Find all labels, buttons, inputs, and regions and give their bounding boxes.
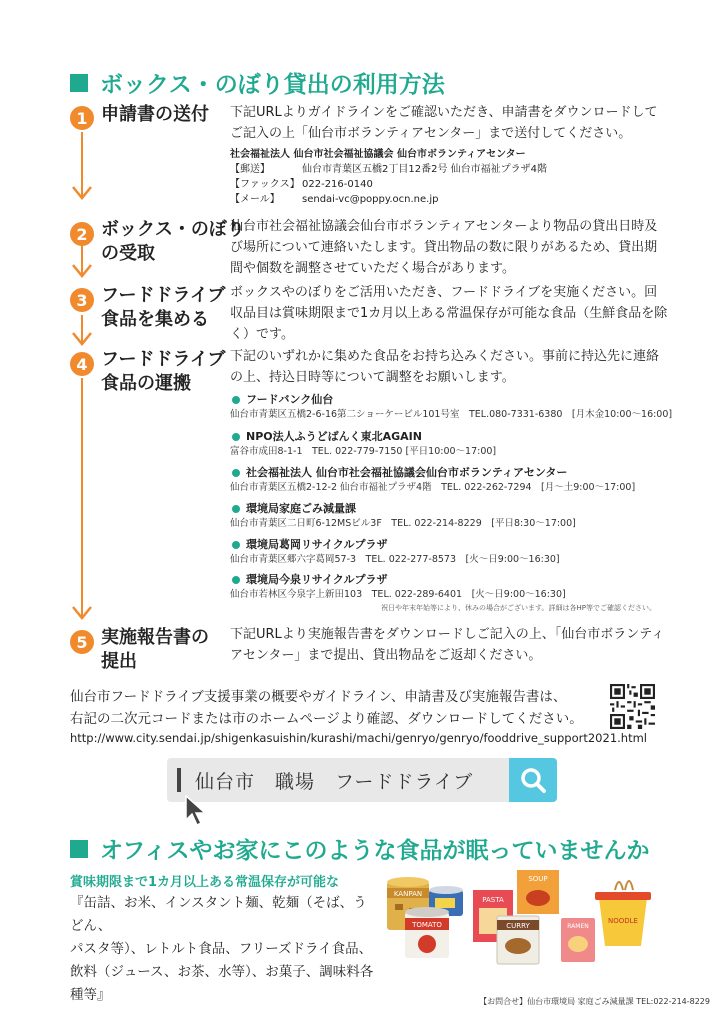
square-bullet-icon	[70, 840, 88, 858]
search-button[interactable]	[509, 758, 557, 802]
svg-text:PASTA: PASTA	[482, 896, 504, 904]
summary-text: 仙台市フードドライブ支援事業の概要やガイドライン、申請書及び実施報告書は、 右記の二次元コードまたは市のホームページより確認、ダウンロードしてください。	[70, 689, 583, 727]
curry-pouch-icon	[497, 916, 539, 964]
list-item: 環境局今泉リサイクルプラザ 仙台市若林区今泉字上新田103 TEL. 022-289-6401 [火～日9:00～16:30]	[230, 573, 566, 600]
contact-block	[230, 147, 547, 207]
step-title: フードドライブ 食品を集める	[101, 285, 226, 330]
ramen-bag-icon	[561, 918, 595, 962]
search-bar[interactable]	[167, 758, 557, 802]
search-query-text: 仙台市 職場 フードドライブ	[195, 770, 474, 793]
tomato-can-icon	[405, 907, 449, 958]
qr-code-icon[interactable]	[610, 684, 655, 729]
step-number: 4	[70, 352, 94, 376]
noodle-cup-icon	[595, 881, 651, 946]
bullet-dot-icon	[232, 505, 240, 513]
svg-text:KANPAN: KANPAN	[393, 890, 423, 898]
step-number: 5	[70, 630, 94, 654]
svg-text:CURRY: CURRY	[506, 922, 530, 930]
step-title: ボックス・のぼり の受取	[101, 219, 245, 264]
mouse-pointer-icon	[184, 794, 210, 828]
contact-row: 【メール】 sendai-vc@poppy.ocn.ne.jp	[230, 194, 439, 205]
bullet-dot-icon	[232, 469, 240, 477]
contact-row: 【ファックス】 022-216-0140	[230, 179, 373, 190]
bullet-dot-icon	[232, 396, 240, 404]
food-list: 『缶詰、お米、インスタント麺、乾麺（そば、うどん、 パスタ等）、レトルト食品、フリーズドライ食品、 飲料（ジュース、お茶、水等）、お菓子、調味料各種等』	[70, 895, 374, 1003]
down-arrow-icon	[72, 186, 92, 200]
contact-org: 社会福祉法人 仙台市社会福祉協議会 仙台市ボランティアセンター	[230, 149, 526, 160]
step-text: 下記URLよりガイドラインをご確認いただき、申請書をダウンロードしてご記入の上「仙台市ボランティアセンター」まで送付してください。	[230, 105, 658, 141]
search-icon	[519, 766, 547, 794]
svg-text:NOODLE: NOODLE	[608, 917, 638, 925]
down-arrow-icon	[72, 332, 92, 346]
step-number: 1	[70, 106, 94, 130]
step-text: 下記URLより実施報告書をダウンロードしご記入の上、「仙台市ボランティアセンター」まで提出、貸出物品をご返却ください。	[230, 627, 665, 663]
holiday-note: 祝日や年末年始等により、休みの場合がございます。詳細は各HP等でご確認ください。	[381, 604, 656, 612]
section-heading-rental	[70, 66, 445, 99]
bullet-dot-icon	[232, 433, 240, 441]
email-link[interactable]: sendai-vc@poppy.ocn.ne.jp	[302, 194, 439, 205]
section-title: ボックス・のぼり貸出の利用方法	[100, 72, 445, 98]
list-item: NPO法人ふうどばんく東北AGAIN 富谷市成田8-1-1 TEL. 022-779-7150 [平日10:00～17:00]	[230, 430, 497, 457]
list-item: 社会福祉法人 仙台市社会福祉協議会仙台市ボランティアセンター 仙台市青葉区五橋2-12-2 仙台市福祉プラザ4階 TEL. 022-262-7294 [月～土9:00～17:00]	[230, 466, 636, 493]
step-text: 下記のいずれかに集めた食品をお持ち込みください。事前に持込先に連絡の上、持込日時等について調整をお願いします。	[230, 349, 660, 385]
svg-text:TOMATO: TOMATO	[412, 921, 442, 929]
svg-text:SOUP: SOUP	[528, 875, 548, 883]
food-subtitle: 賞味期限まで1カ月以上ある常温保存が可能な	[70, 875, 340, 890]
guideline-url-link[interactable]: http://www.city.sendai.jp/shigenkasuishin/kurashi/machi/genryo/genryo/fooddrive_support2021.html	[70, 731, 647, 745]
step-text: 仙台市社会福祉協議会仙台市ボランティアセンターより物品の貸出日時及び場所について連絡いたします。貸出物品の数に限りがあるため、貸出期間や個数を調整させていただく場合があります。	[230, 219, 658, 276]
step-title: 申請書の送付	[101, 104, 209, 125]
bullet-dot-icon	[232, 576, 240, 584]
svg-text:RAMEN: RAMEN	[567, 923, 589, 930]
step-title: フードドライブ 食品の運搬	[101, 349, 226, 394]
step-title: 実施報告書の 提出	[101, 627, 209, 672]
footer-contact: 【お問合せ】仙台市環境局 家庭ごみ減量課 TEL:022-214-8229	[479, 997, 710, 1006]
text-cursor	[177, 768, 181, 792]
list-item: 環境局家庭ごみ減量課 仙台市青葉区二日町6-12MSビル3F TEL. 022-214-8229 [平日8:30～17:00]	[230, 502, 576, 529]
step-text: ボックスやのぼりをご活用いただき、フードドライブを実施ください。回収品目は賞味期限まで1カ月以上ある常温保存が可能な食品（生鮮食品を除く）です。	[230, 285, 668, 342]
contact-row: 【郵送】 仙台市青葉区五橋2丁目12番2号 仙台市福祉プラザ4階	[230, 164, 547, 175]
soup-box-icon	[517, 870, 559, 914]
flow-line	[81, 378, 83, 616]
bullet-dot-icon	[232, 541, 240, 549]
list-item: 環境局葛岡リサイクルプラザ 仙台市青葉区郷六字葛岡57-3 TEL. 022-277-8573 [火～日9:00～16:30]	[230, 538, 560, 565]
down-arrow-icon	[72, 264, 92, 278]
section-heading-food	[70, 832, 649, 865]
step-number: 3	[70, 288, 94, 312]
list-item: フードバンク仙台 仙台市青葉区五橋2-6-16第二ショーケービル101号室 TEL.080-7331-6380 [月木金10:00～16:00]	[230, 393, 673, 420]
square-bullet-icon	[70, 74, 88, 92]
section-title: オフィスやお家にこのような食品が眠っていませんか	[100, 838, 650, 864]
food-illustration	[385, 868, 655, 968]
step-number: 2	[70, 222, 94, 246]
down-arrow-icon	[72, 606, 92, 620]
